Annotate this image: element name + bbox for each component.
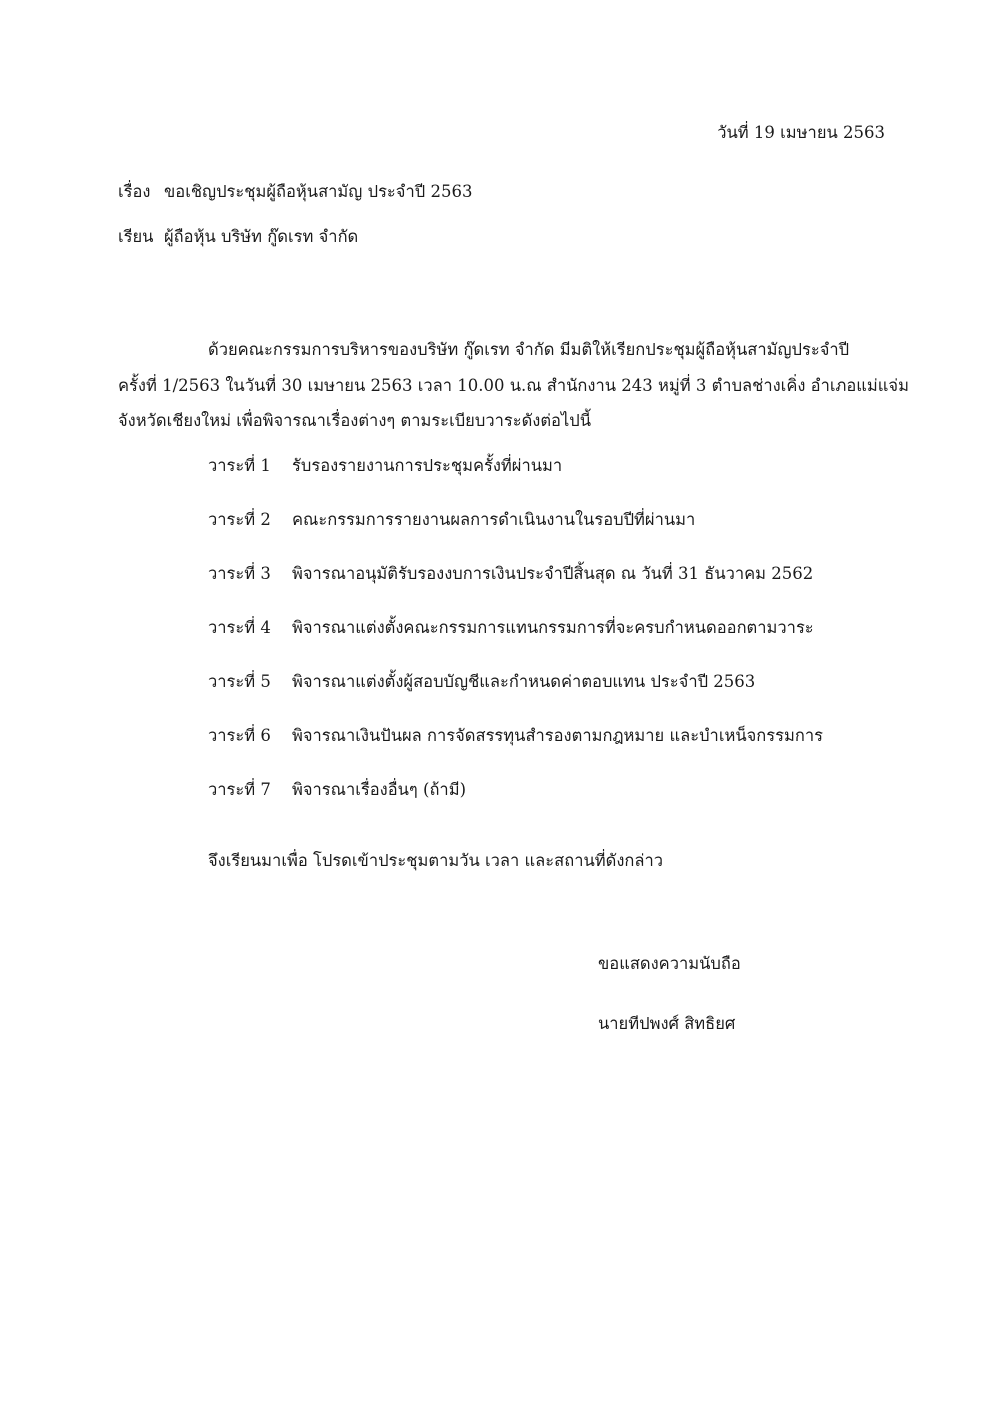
body-paragraph-line-1: ด้วยคณะกรรมการบริหารของบริษัท กู๊ดเรท จำกัด มีมติให้เรียกประชุมผู้ถือหุ้นสามัญประจำปี: [208, 340, 850, 359]
letter-date: วันที่ 19 เมษายน 2563: [717, 123, 885, 142]
agenda-item: [208, 728, 823, 782]
subject-text: ขอเชิญประชุมผู้ถือหุ้นสามัญ ประจำปี 2563: [164, 182, 473, 201]
agenda-item: [208, 512, 823, 566]
agenda-item-label: วาระที่ 7: [208, 780, 271, 799]
agenda-item: [208, 458, 823, 512]
agenda-item-text: รับรองรายงานการประชุมครั้งที่ผ่านมา: [292, 456, 563, 475]
agenda-item-label: วาระที่ 3: [208, 564, 271, 583]
recipient-line: [118, 229, 358, 246]
agenda-item-text: พิจารณาแต่งตั้งผู้สอบบัญชีและกำหนดค่าตอบแทน ประจำปี 2563: [292, 672, 756, 691]
agenda-list: [208, 458, 823, 836]
agenda-item-text: พิจารณาแต่งตั้งคณะกรรมการแทนกรรมการที่จะครบกำหนดออกตามวาระ: [292, 618, 814, 637]
agenda-item-label: วาระที่ 5: [208, 672, 271, 691]
closing-sentence: จึงเรียนมาเพื่อ โปรดเข้าประชุมตามวัน เวลา และสถานที่ดังกล่าว: [208, 851, 664, 870]
regards-line: ขอแสดงความนับถือ: [598, 954, 741, 973]
agenda-item-label: วาระที่ 2: [208, 510, 271, 529]
agenda-item-label: วาระที่ 4: [208, 618, 271, 637]
agenda-item-text: พิจารณาเงินปันผล การจัดสรรทุนสำรองตามกฎหมาย และบำเหน็จกรรมการ: [292, 726, 823, 745]
agenda-item: [208, 674, 823, 728]
agenda-item-text: พิจารณาเรื่องอื่นๆ (ถ้ามี): [292, 780, 467, 799]
signer-name: นายทีปพงศ์ สิทธิยศ: [598, 1014, 736, 1033]
agenda-item: [208, 620, 823, 674]
subject-label: เรื่อง: [118, 182, 151, 201]
agenda-item-label: วาระที่ 6: [208, 726, 271, 745]
subject-line: [118, 184, 472, 201]
recipient-text: ผู้ถือหุ้น บริษัท กู๊ดเรท จำกัด: [164, 227, 359, 246]
recipient-label: เรียน: [118, 227, 154, 246]
agenda-item: [208, 566, 823, 620]
body-paragraph-line-3: จังหวัดเชียงใหม่ เพื่อพิจารณาเรื่องต่างๆ ตามระเบียบวาระดังต่อไปนี้: [118, 411, 592, 430]
body-paragraph-line-2: ครั้งที่ 1/2563 ในวันที่ 30 เมษายน 2563 เวลา 10.00 น.ณ สำนักงาน 243 หมู่ที่ 3 ตำบลช่างเคิ่ง อำเภอแม่แจ่ม: [118, 376, 909, 395]
agenda-item-text: พิจารณาอนุมัติรับรองงบการเงินประจำปีสิ้นสุด ณ วันที่ 31 ธันวาคม 2562: [292, 564, 814, 583]
agenda-item-label: วาระที่ 1: [208, 456, 271, 475]
agenda-item-text: คณะกรรมการรายงานผลการดำเนินงานในรอบปีที่ผ่านมา: [292, 510, 696, 529]
agenda-item: [208, 782, 823, 836]
